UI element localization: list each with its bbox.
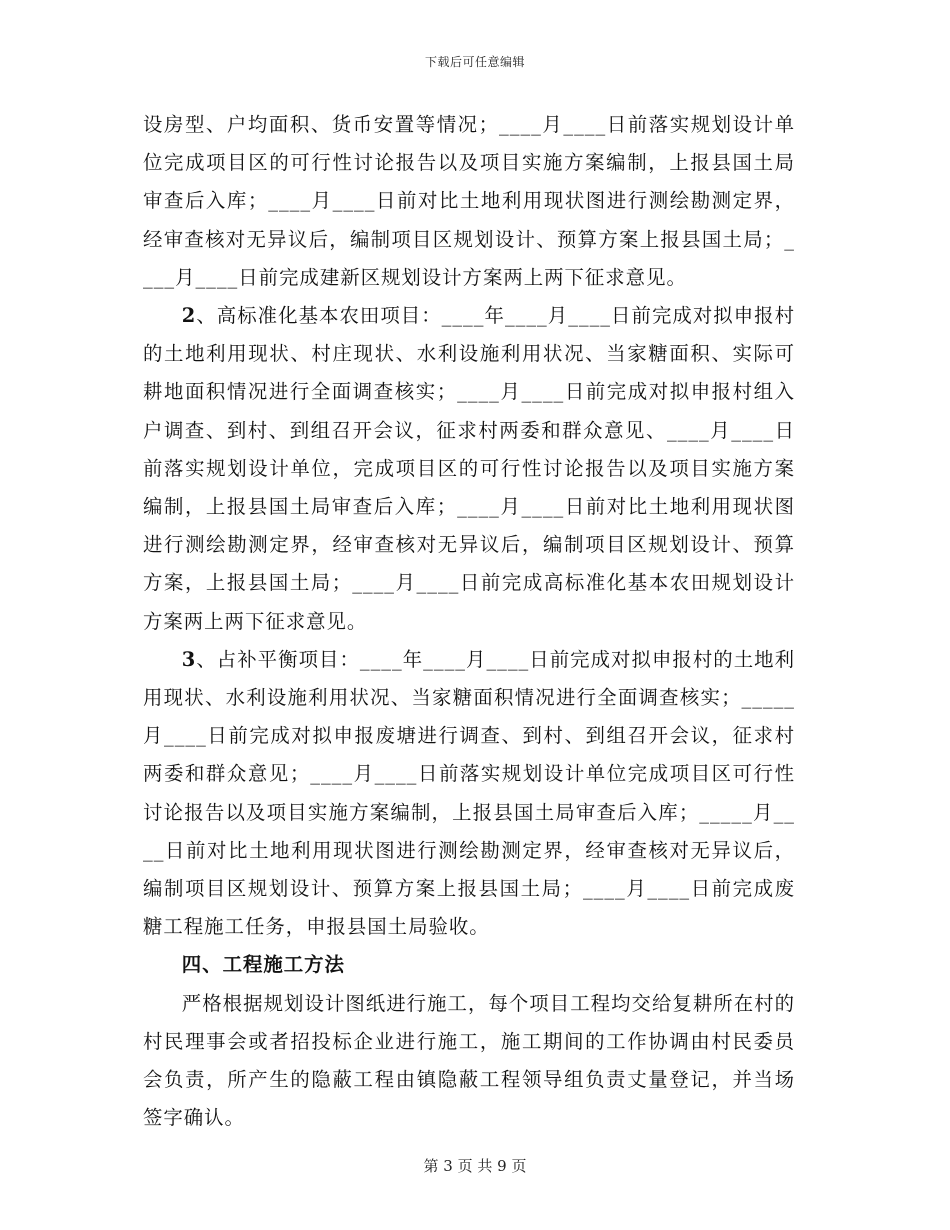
paragraph-text: 严格根据规划设计图纸进行施工，每个项目工程均交给复耕所在村的村民理事会或者招投标企业进行施工，施工期间的工作协调由村民委员会负责，所产生的隐蔽工程由镇隐蔽工程领导组负责丈量登记，并当场签字确认。 <box>143 991 795 1130</box>
paragraph-item-2 <box>143 297 795 641</box>
paragraph-continuation <box>143 106 795 297</box>
item-number: 3 <box>181 647 197 671</box>
paragraph-item-3 <box>143 641 795 947</box>
item-number: 2 <box>181 304 197 328</box>
paragraph-text: 、高标准化基本农田项目：____年____月____日前完成对拟申报村的土地利用现状、村庄现状、水利设施利用状况、当家糖面积、实际可耕地面积情况进行全面调查核实；____月____日前完成对拟申报村组入户调查、到村、到组召开会议，征求村两委和群众意见、____月____日前落实规划设计单位，完成项目区的可行性讨论报告以及项目实施方案编制，上报县国土局审查后入库；____月____日前对比土地利用现状图进行测绘勘测定界，经审查核对无异议后，编制项目区规划设计、预算方案，上报县国土局；____月____日前完成高标准化基本农田规划设计方案两上两下征求意见。 <box>143 304 795 633</box>
page-footer: 第 3 页 共 9 页 <box>423 1157 527 1175</box>
page-header: 下载后可任意编辑 <box>424 55 525 69</box>
document-body <box>143 106 795 1137</box>
paragraph-text: 设房型、户均面积、货币安置等情况；____月____日前落实规划设计单位完成项目区的可行性讨论报告以及项目实施方案编制，上报县国土局审查后入库；____月____日前对比土地利用现状图进行测绘勘测定界，经审查核对无异议后，编制项目区规划设计、预算方案上报县国土局；____月____日前完成建新区规划设计方案两上两下征求意见。 <box>143 113 795 289</box>
paragraph-text: 、占补平衡项目：____年____月____日前完成对拟申报村的土地利用现状、水利设施利用状况、当家糖面积情况进行全面调查核实；_____月____日前完成对拟申报废塘进行调查、到村、到组召开会议，征求村两委和群众意见；____月____日前落实规划设计单位完成项目区可行性讨论报告以及项目实施方案编制，上报县国土局审查后入库；_____月____日前对比土地利用现状图进行测绘勘测定界，经审查核对无异议后，编制项目区规划设计、预算方案上报县国土局；____月____日前完成废糖工程施工任务，申报县国土局验收。 <box>143 647 795 939</box>
paragraph-construction-method <box>143 985 795 1138</box>
section-heading: 四、工程施工方法 <box>181 953 345 977</box>
